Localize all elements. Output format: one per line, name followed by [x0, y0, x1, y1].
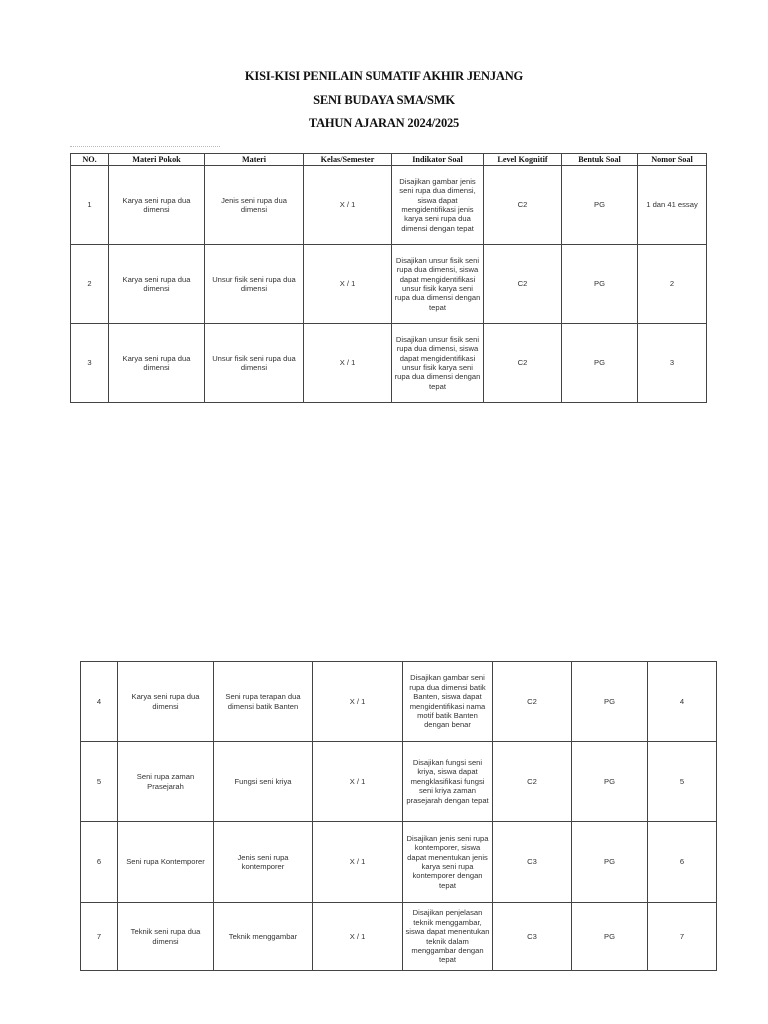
cell-nomor: 3	[638, 324, 707, 403]
cell-materi: Teknik menggambar	[214, 903, 313, 971]
cell-no: 3	[71, 324, 109, 403]
cell-no: 1	[71, 166, 109, 245]
document-year: TAHUN AJARAN 2024/2025	[308, 116, 460, 130]
col-header-materi-pokok: Materi Pokok	[109, 154, 205, 166]
cell-no: 5	[81, 742, 118, 822]
table-row	[81, 903, 717, 971]
cell-nomor: 7	[648, 903, 717, 971]
cell-level: C3	[493, 822, 572, 903]
cell-materi-pokok: Seni rupa zaman Prasejarah	[118, 742, 214, 822]
cell-level: C2	[493, 662, 572, 742]
cell-nomor: 4	[648, 662, 717, 742]
cell-materi-pokok: Seni rupa Kontemporer	[118, 822, 214, 903]
cell-level: C2	[484, 245, 562, 324]
cell-bentuk: PG	[562, 166, 638, 245]
cell-indikator: Disajikan fungsi seni kriya, siswa dapat mengklasifikasi fungsi seni kriya zaman prasejarah dengan tepat	[403, 742, 493, 822]
cell-bentuk: PG	[572, 742, 648, 822]
cell-indikator: Disajikan penjelasan teknik menggambar, siswa dapat menentukan teknik dalam menggambar dengan tepat	[403, 903, 493, 971]
cell-kelas: X / 1	[313, 903, 403, 971]
table-row	[71, 324, 707, 403]
table-row	[71, 245, 707, 324]
cell-materi: Fungsi seni kriya	[214, 742, 313, 822]
cell-level: C2	[484, 166, 562, 245]
cell-indikator: Disajikan gambar jenis seni rupa dua dimensi, siswa dapat mengidentifikasi jenis karya seni rupa dua dimensi dengan tepat	[392, 166, 484, 245]
cell-bentuk: PG	[572, 903, 648, 971]
cell-bentuk: PG	[562, 245, 638, 324]
cell-no: 4	[81, 662, 118, 742]
col-header-no: NO.	[71, 154, 109, 166]
cell-materi: Seni rupa terapan dua dimensi batik Banten	[214, 662, 313, 742]
table-row	[81, 822, 717, 903]
table-row	[81, 742, 717, 822]
cell-kelas: X / 1	[304, 245, 392, 324]
cell-level: C3	[493, 903, 572, 971]
cell-kelas: X / 1	[304, 324, 392, 403]
kisi-kisi-table-page-1	[70, 153, 707, 403]
cell-bentuk: PG	[572, 662, 648, 742]
cell-indikator: Disajikan gambar seni rupa dua dimensi batik Banten, siswa dapat mengidentifikasi nama motif batik Banten dengan benar	[403, 662, 493, 742]
document-title: KISI-KISI PENILAIN SUMATIF AKHIR JENJANG	[244, 69, 524, 83]
cell-materi-pokok: Karya seni rupa dua dimensi	[109, 324, 205, 403]
cell-no: 7	[81, 903, 118, 971]
cell-nomor: 2	[638, 245, 707, 324]
cell-bentuk: PG	[572, 822, 648, 903]
cell-level: C2	[484, 324, 562, 403]
cell-materi-pokok: Karya seni rupa dua dimensi	[109, 245, 205, 324]
cell-nomor: 5	[648, 742, 717, 822]
cell-indikator: Disajikan jenis seni rupa kontemporer, siswa dapat menentukan jenis karya seni rupa kontemporer dengan tepat	[403, 822, 493, 903]
cell-indikator: Disajikan unsur fisik seni rupa dua dimensi, siswa dapat mengidentifikasi unsur fisik karya seni rupa dua dimensi dengan tepat	[392, 245, 484, 324]
cell-materi-pokok: Teknik seni rupa dua dimensi	[118, 903, 214, 971]
table-row	[71, 166, 707, 245]
col-header-indikator-soal: Indikator Soal	[392, 154, 484, 166]
cell-indikator: Disajikan unsur fisik seni rupa dua dimensi, siswa dapat mengidentifikasi unsur fisik karya seni rupa dua dimensi dengan tepat	[392, 324, 484, 403]
col-header-kelas-semester: Kelas/Semester	[304, 154, 392, 166]
col-header-nomor-soal: Nomor Soal	[638, 154, 707, 166]
cell-kelas: X / 1	[313, 822, 403, 903]
cell-nomor: 6	[648, 822, 717, 903]
cell-kelas: X / 1	[304, 166, 392, 245]
cell-materi: Jenis seni rupa dua dimensi	[205, 166, 304, 245]
col-header-level-kognitif: Level Kognitif	[484, 154, 562, 166]
cell-no: 2	[71, 245, 109, 324]
cell-nomor: 1 dan 41 essay	[638, 166, 707, 245]
cell-materi: Jenis seni rupa kontemporer	[214, 822, 313, 903]
cell-materi: Unsur fisik seni rupa dua dimensi	[205, 245, 304, 324]
cell-no: 6	[81, 822, 118, 903]
cell-kelas: X / 1	[313, 662, 403, 742]
col-header-materi: Materi	[205, 154, 304, 166]
table-header-row	[71, 154, 707, 166]
table-row	[81, 662, 717, 742]
document-subject: SENI BUDAYA SMA/SMK	[313, 93, 455, 107]
cell-materi: Unsur fisik seni rupa dua dimensi	[205, 324, 304, 403]
col-header-bentuk-soal: Bentuk Soal	[562, 154, 638, 166]
cell-level: C2	[493, 742, 572, 822]
cell-bentuk: PG	[562, 324, 638, 403]
cell-kelas: X / 1	[313, 742, 403, 822]
cell-materi-pokok: Karya seni rupa dua dimensi	[118, 662, 214, 742]
page-break-line	[70, 146, 220, 151]
kisi-kisi-table-page-2	[80, 661, 717, 971]
cell-materi-pokok: Karya seni rupa dua dimensi	[109, 166, 205, 245]
